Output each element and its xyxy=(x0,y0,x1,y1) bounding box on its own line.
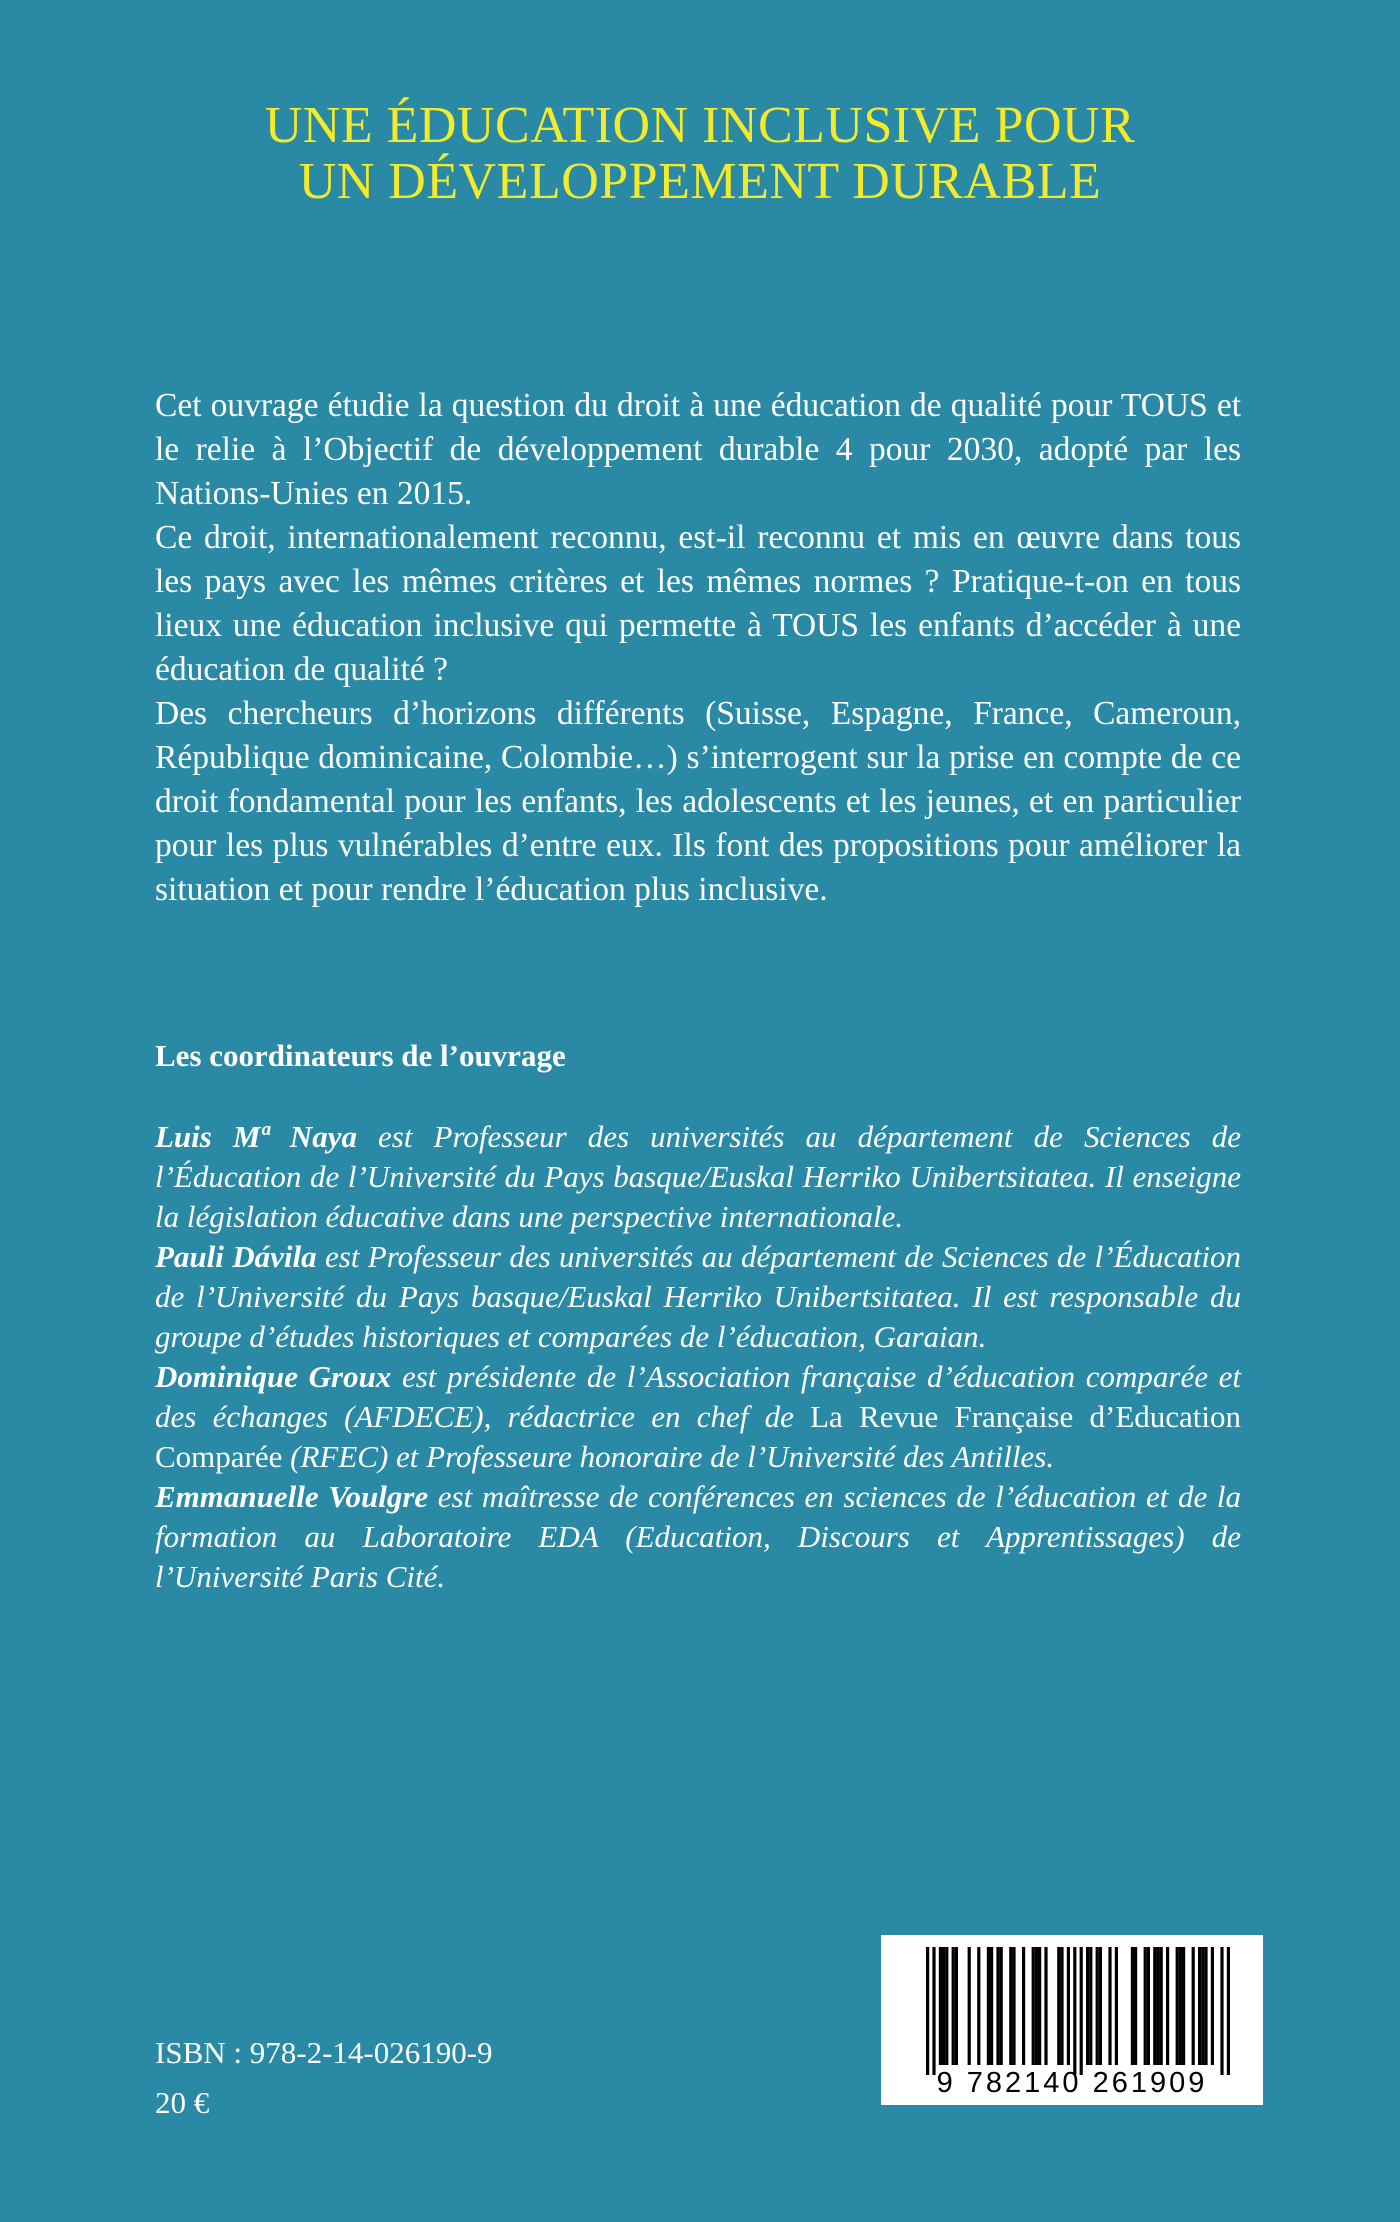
bio-text: est Professeur des universités au département de Sciences de l’Éducation de l’Université du Pays basque/Euskal Herriko Unibertsitatea. Il enseigne la législation éducative dans une perspective internationale. xyxy=(155,1119,1241,1234)
isbn: ISBN : 978-2-14-026190-9 xyxy=(155,2035,493,2070)
summary-paragraph-1: Cet ouvrage étudie la question du droit à une éducation de qualité pour TOUS et le relie à l’Objectif de développement durable 4 pour 2030, adopté par les Nations-Unies en 2015. xyxy=(155,387,1241,512)
book-title-line-2: UN DÉVELOPPEMENT DURABLE xyxy=(298,153,1102,210)
barcode-bar xyxy=(952,1947,955,2065)
barcode-bar xyxy=(1176,1947,1179,2065)
barcode-bar xyxy=(1198,1947,1201,2065)
book-summary xyxy=(155,384,1241,912)
barcode-bar xyxy=(1156,1947,1159,2065)
barcode-bar xyxy=(1153,1947,1156,2065)
barcode-bar xyxy=(1032,1947,1035,2065)
barcode-bar xyxy=(1160,1947,1163,2065)
barcode-bar xyxy=(1012,1947,1015,2065)
barcode-bar xyxy=(1134,1947,1137,2065)
barcode-bar xyxy=(1220,1947,1223,2075)
barcode-bar xyxy=(1080,1947,1083,2075)
barcode-bar xyxy=(1067,1947,1070,2065)
barcode-bar xyxy=(1227,1947,1230,2075)
barcode-bar xyxy=(1201,1947,1204,2065)
barcode-bar xyxy=(1073,1947,1076,2075)
barcode-bar xyxy=(1131,1947,1134,2065)
journal-title: La Revue Française d’Education Comparée xyxy=(155,1399,1242,1474)
barcode-bar xyxy=(1096,1947,1099,2065)
barcode-bar xyxy=(996,1947,999,2065)
barcode-bar xyxy=(1144,1947,1147,2065)
barcode-bar xyxy=(1182,1947,1185,2065)
barcode-bar xyxy=(1086,1947,1089,2065)
barcode-bar xyxy=(1108,1947,1111,2065)
coordinators-bios xyxy=(155,1117,1241,1597)
barcode-bar xyxy=(1099,1947,1102,2065)
barcode-bar xyxy=(1204,1947,1207,2065)
barcode-bar xyxy=(1192,1947,1195,2065)
barcode-bar xyxy=(1060,1947,1063,2065)
barcode-bar xyxy=(1044,1947,1047,2065)
barcode-bar xyxy=(1179,1947,1182,2065)
barcode-bar xyxy=(1035,1947,1038,2065)
barcode-bar xyxy=(1009,1947,1012,2065)
price: 20 € xyxy=(155,2085,210,2120)
bio-name: Dominique Groux xyxy=(155,1359,392,1394)
bio-groux xyxy=(155,1357,1241,1477)
barcode-bar xyxy=(945,1947,948,2065)
barcode-bar xyxy=(1166,1947,1169,2065)
barcode-bar xyxy=(939,1947,942,2065)
barcode-bar xyxy=(932,1947,935,2075)
barcode-bar xyxy=(1089,1947,1092,2065)
bio-naya xyxy=(155,1117,1241,1237)
barcode-bar xyxy=(942,1947,945,2065)
book-title-line-1: UNE ÉDUCATION INCLUSIVE POUR xyxy=(264,97,1136,154)
book-title xyxy=(0,98,1400,210)
barcode-digits: 9 782140 261909 xyxy=(936,2067,1208,2099)
barcode-bar xyxy=(1038,1947,1041,2065)
bio-text: est maîtresse de conférences en sciences de l’éducation et de la formation au Laboratoire EDA (Education, Discours et Apprentissages) de l’Université Paris Cité. xyxy=(155,1479,1241,1594)
barcode-bar xyxy=(926,1947,929,2075)
barcode-bar xyxy=(955,1947,958,2065)
summary-paragraph-2: Ce droit, internationalement reconnu, est-il reconnu et mis en œuvre dans tous les pays avec les mêmes critères et les mêmes normes ? Pratique-t-on en tous lieux une éducation inclusive qui permette à TOUS les enfants d’accéder à une éducation de qualité ? xyxy=(155,519,1241,688)
barcode-bar xyxy=(1211,1947,1214,2065)
barcode-bar xyxy=(1022,1947,1025,2065)
barcode-bar xyxy=(987,1947,990,2065)
bio-voulgre xyxy=(155,1477,1241,1597)
barcode-bar xyxy=(1115,1947,1118,2065)
bio-davila xyxy=(155,1237,1241,1357)
bio-text: est présidente de l’Association française d’éducation comparée et des échanges (AFDECE), rédactrice en chef de xyxy=(155,1359,1241,1434)
barcode-bar xyxy=(1000,1947,1003,2065)
bio-text: (RFEC) et Professeure honoraire de l’Université des Antilles. xyxy=(282,1439,1055,1474)
summary-paragraph-3: Des chercheurs d’horizons différents (Suisse, Espagne, France, Cameroun, République dominicaine, Colombie…) s’interrogent sur la prise en compte de ce droit fondamental pour les enfants, les adolescents et les jeunes, et en particulier pour les plus vulnérables d’entre eux. Ils font des propositions pour améliorer la situation et pour rendre l’éducation plus inclusive. xyxy=(155,695,1241,908)
barcode xyxy=(881,1935,1263,2105)
bio-name: Luis Mª Naya xyxy=(155,1119,357,1154)
barcode-bar xyxy=(990,1947,993,2065)
bio-name: Pauli Dávila xyxy=(155,1239,317,1274)
coordinators-heading: Les coordinateurs de l’ouvrage xyxy=(155,1038,566,1073)
barcode-bar xyxy=(977,1947,980,2065)
barcode-bar xyxy=(1147,1947,1150,2065)
barcode-bar xyxy=(1057,1947,1060,2065)
bio-name: Emmanuelle Voulgre xyxy=(155,1479,429,1514)
barcode-bar xyxy=(968,1947,971,2065)
bio-text: est Professeur des universités au département de Sciences de l’Éducation de l’Université du Pays basque/Euskal Herriko Unibertsitatea. Il est responsable du groupe d’études historiques et comparées de l’éducation, Garaian. xyxy=(155,1239,1241,1354)
